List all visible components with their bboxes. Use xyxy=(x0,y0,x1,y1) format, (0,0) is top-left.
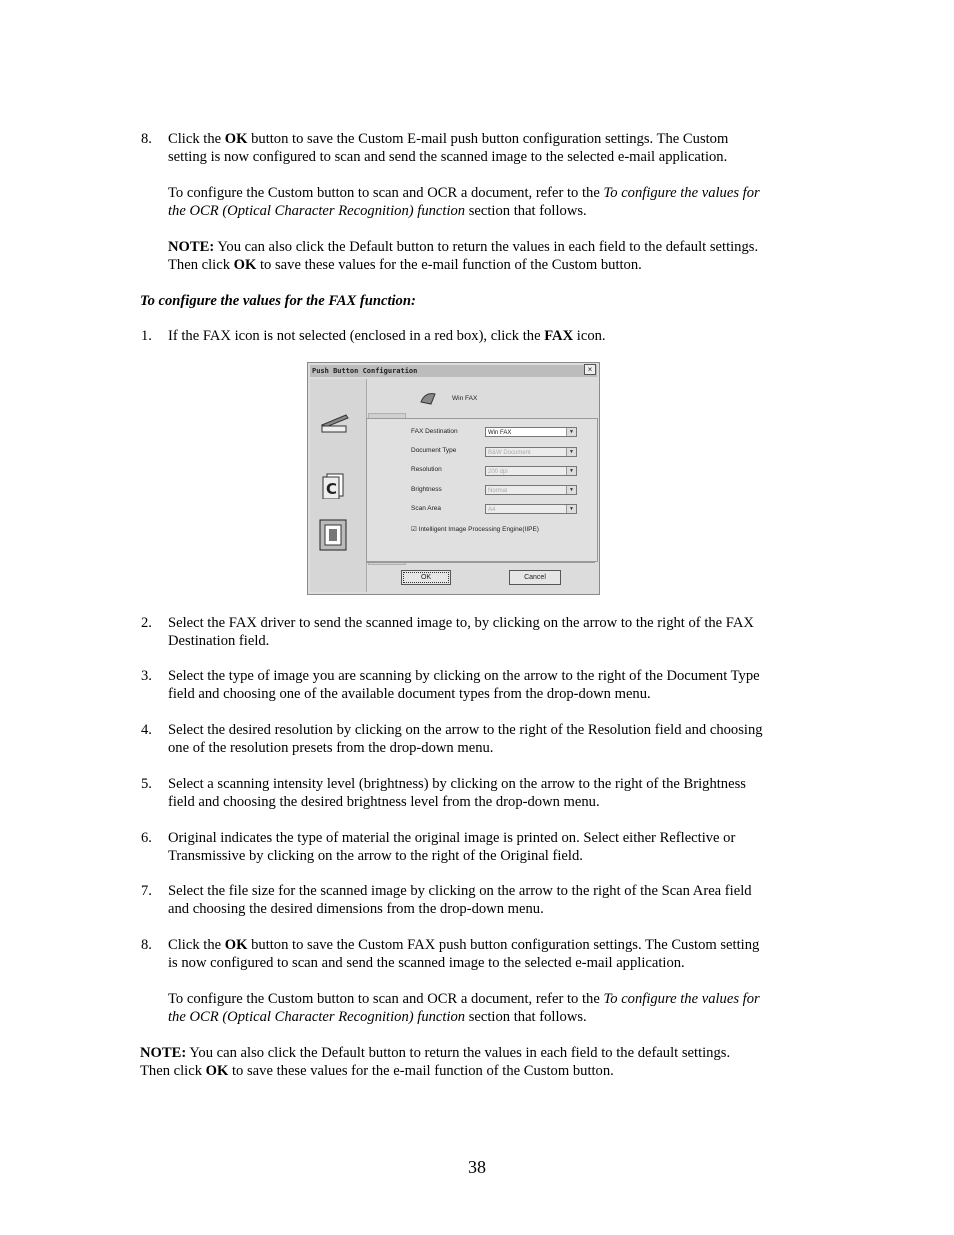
custom-icon[interactable] xyxy=(319,519,347,551)
resolution-select[interactable]: 200 dpi ▼ xyxy=(485,466,577,476)
step-number: 5. xyxy=(141,776,152,792)
checkbox-icon[interactable]: ☑ xyxy=(411,526,417,533)
scan-area-select[interactable]: A4 ▼ xyxy=(485,504,577,514)
close-icon[interactable]: × xyxy=(584,364,596,375)
chevron-down-icon[interactable]: ▼ xyxy=(566,428,576,436)
section-heading: To configure the values for the FAX function: xyxy=(140,293,416,309)
scanner-icon[interactable] xyxy=(320,413,350,435)
document-type-select[interactable]: B&W Document ▼ xyxy=(485,447,577,457)
step-text: Click the OK button to save the Custom E-mail push button configuration settings. The Custom setting is now configured to scan and send the scanned image to the selected e-mail application. xyxy=(168,131,729,165)
step-text: Select the desired resolution by clicking on the arrow to the right of the Resolution field and choosing one of the resolution presets from the drop-down menu. xyxy=(168,722,763,756)
ok-button[interactable]: OK xyxy=(401,570,451,585)
refer-paragraph: To configure the Custom button to scan and OCR a document, refer to the To configure the values for the OCR (Optical Character Recognition) function section that follows. xyxy=(168,185,760,219)
fax-destination-select[interactable]: Win FAX ▼ xyxy=(485,427,577,437)
refer-paragraph: To configure the Custom button to scan and OCR a document, refer to the To configure the values for the OCR (Optical Character Recognition) function section that follows. xyxy=(168,991,760,1025)
step-number: 8. xyxy=(141,131,152,147)
brightness-select[interactable]: Normal ▼ xyxy=(485,485,577,495)
chevron-down-icon[interactable]: ▼ xyxy=(566,505,576,513)
note-paragraph: NOTE: You can also click the Default button to return the values in each field to the default settings. Then click OK to save these values for the e-mail function of the Custom button. xyxy=(168,239,759,273)
step-text: Click the OK button to save the Custom FAX push button configuration settings. The Custom setting is now configured to scan and send the scanned image to the selected e-mail application. xyxy=(168,937,760,971)
svg-text:C: C xyxy=(326,480,338,498)
fax-app-icon xyxy=(419,390,437,406)
divider xyxy=(366,562,595,563)
iipe-checkbox[interactable] xyxy=(411,525,539,533)
step-number: 6. xyxy=(141,830,152,846)
scan-area-label: Scan Area xyxy=(411,505,441,512)
document-type-label: Document Type xyxy=(411,447,457,454)
step-number: 8. xyxy=(141,937,152,953)
dialog-title: Push Button Configuration xyxy=(310,365,597,377)
step-number: 3. xyxy=(141,668,152,684)
button-sidebar xyxy=(310,379,367,592)
step-number: 1. xyxy=(141,328,152,344)
copy-icon[interactable] xyxy=(322,473,344,499)
chevron-down-icon[interactable]: ▼ xyxy=(566,467,576,475)
step-text: Original indicates the type of material the original image is printed on. Select either Reflective or Transmissive by clicking on the arrow to the right of the Original field. xyxy=(168,830,736,864)
brightness-label: Brightness xyxy=(411,486,442,493)
step-number: 7. xyxy=(141,883,152,899)
step-text: Select a scanning intensity level (brightness) by clicking on the arrow to the right of the Brightness field and choosing the desired brightness level from the drop-down menu. xyxy=(168,776,746,810)
iipe-label: Intelligent Image Processing Engine(IIPE) xyxy=(418,526,539,533)
step-text: Select the file size for the scanned image by clicking on the arrow to the right of the Scan Area field and choosing the desired dimensions from the drop-down menu. xyxy=(168,883,752,917)
app-name: Win FAX xyxy=(452,395,478,402)
chevron-down-icon[interactable]: ▼ xyxy=(566,486,576,494)
step-text: If the FAX icon is not selected (enclosed in a red box), click the FAX icon. xyxy=(168,328,606,344)
push-button-configuration-dialog xyxy=(307,362,600,595)
page-number: 38 xyxy=(468,1157,486,1177)
step-text: Select the FAX driver to send the scanned image to, by clicking on the arrow to the right of the FAX Destination field. xyxy=(168,615,754,649)
note-paragraph: NOTE: You can also click the Default button to return the values in each field to the default settings. Then click OK to save these values for the e-mail function of the Custom button. xyxy=(140,1045,731,1079)
fax-destination-label: FAX Destination xyxy=(411,428,458,435)
chevron-down-icon[interactable]: ▼ xyxy=(566,448,576,456)
step-number: 4. xyxy=(141,722,152,738)
cancel-button[interactable]: Cancel xyxy=(509,570,561,585)
step-number: 2. xyxy=(141,615,152,631)
resolution-label: Resolution xyxy=(411,466,442,473)
step-text: Select the type of image you are scanning by clicking on the arrow to the right of the Document Type field and choosing one of the available document types from the drop-down menu. xyxy=(168,668,760,702)
